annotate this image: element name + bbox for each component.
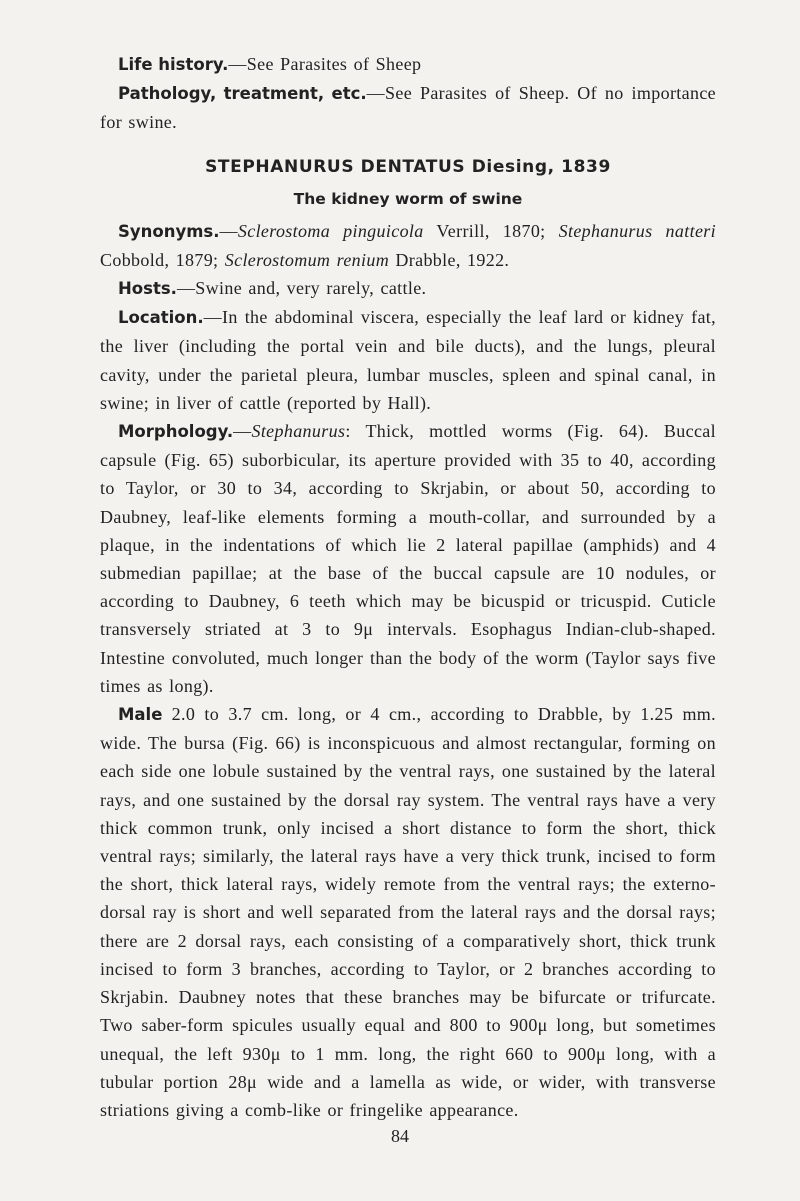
pathology-heading: Pathology, treatment, etc.: [118, 84, 367, 104]
synonyms-heading: Synonyms.: [118, 221, 220, 241]
life-history-paragraph: [100, 50, 716, 79]
morphology-paragraph: [100, 417, 716, 700]
section-subtitle: The kidney worm of swine: [293, 189, 523, 208]
synonyms-paragraph: [100, 217, 716, 274]
hosts-paragraph: [100, 274, 716, 303]
page-number: 84: [391, 1126, 409, 1146]
hosts-heading: Hosts.: [118, 279, 177, 299]
morphology-genus: Stephanurus: [251, 421, 346, 442]
life-history-text: —See Parasites of Sheep: [228, 54, 422, 74]
hosts-text: —Swine and, very rarely, cattle.: [176, 278, 427, 299]
male-paragraph: [100, 700, 716, 1124]
pathology-text: —See Parasites of Sheep. Of no importance for swine.: [100, 83, 717, 133]
section-gap: [100, 137, 716, 153]
synonym-author-3: Drabble, 1922.: [389, 249, 510, 270]
synonym-name-1: Sclerostoma pinguicola: [237, 220, 424, 241]
morphology-text: : Thick, mottled worms (Fig. 64). Buccal capsule (Fig. 65) suborbicular, its aperture provided with 35 to 40, according to Taylor, or 30 to 34, according to Skrjabin, or about 50, according to Daubney, leaf-like elements forming a mouth-collar, and surrounded by a plaque, in the indentations of which lie 2 lateral papillae (amphids) and 4 submedian papillae; at the base of the buccal capsule are 10 nodules, or according to Daubney, 6 teeth which may be bicuspid or tricuspid. Cuticle transversely striated at 3 to 9μ intervals. Esophagus Indian-club-shaped. Intestine convoluted, much longer than the body of the worm (Taylor says five times as long).: [100, 421, 716, 696]
pathology-paragraph: [100, 79, 716, 136]
synonyms-dash: —: [219, 220, 238, 241]
synonym-author-2: Cobbold, 1879;: [100, 249, 225, 270]
morphology-heading: Morphology.: [118, 422, 234, 442]
life-history-heading: Life history.: [118, 55, 229, 74]
male-text: 2.0 to 3.7 cm. long, or 4 cm., according to Drabble, by 1.25 mm. wide. The bursa (Fig. 66) is inconspicuous and almost rectangular, forming on each side one lobule sustained by the ventral rays, one sustained by the lateral rays, and one sustained by the dorsal ray system. The ventral rays have a very thick common trunk, only incised a short distance to form the short, thick ventral rays; similarly, the lateral rays have a very thick trunk, incised to form the short, thick lateral rays, widely remote from the ventral rays; the externo-dorsal ray is short and well separated from the lateral rays and the dorsal rays; there are 2 dorsal rays, each consisting of a comparatively short, thick trunk incised to form 3 branches, according to Taylor, or 2 branches according to Skrjabin. Daubney notes that these branches may be bifurcate or trifurcate. Two saber-form spicules usually equal and 800 to 900μ long, but sometimes unequal, the left 930μ to 1 mm. long, the right 660 to 900μ long, with a tubular portion 28μ wide and a lamella as wide, or wider, with transverse striations giving a comb-like or fringelike appearance.: [100, 704, 716, 1120]
location-paragraph: [100, 303, 716, 417]
male-heading: Male: [118, 705, 163, 725]
synonym-author-1: Verrill, 1870;: [423, 220, 559, 241]
location-text: —In the abdominal viscera, especially the leaf lard or kidney fat, the liver (including the portal vein and bile ducts), and the lungs, pleural cavity, under the parietal pleura, lumbar muscles, spleen and spinal canal, in swine; in liver of cattle (reported by Hall).: [100, 307, 716, 413]
location-heading: Location.: [118, 308, 204, 328]
section-title: STEPHANURUS DENTATUS Diesing, 1839: [205, 156, 611, 177]
morphology-dash: —: [233, 421, 252, 442]
synonym-name-3: Sclerostomum renium: [224, 249, 390, 270]
synonym-name-2: Stephanurus natteri: [558, 220, 717, 241]
